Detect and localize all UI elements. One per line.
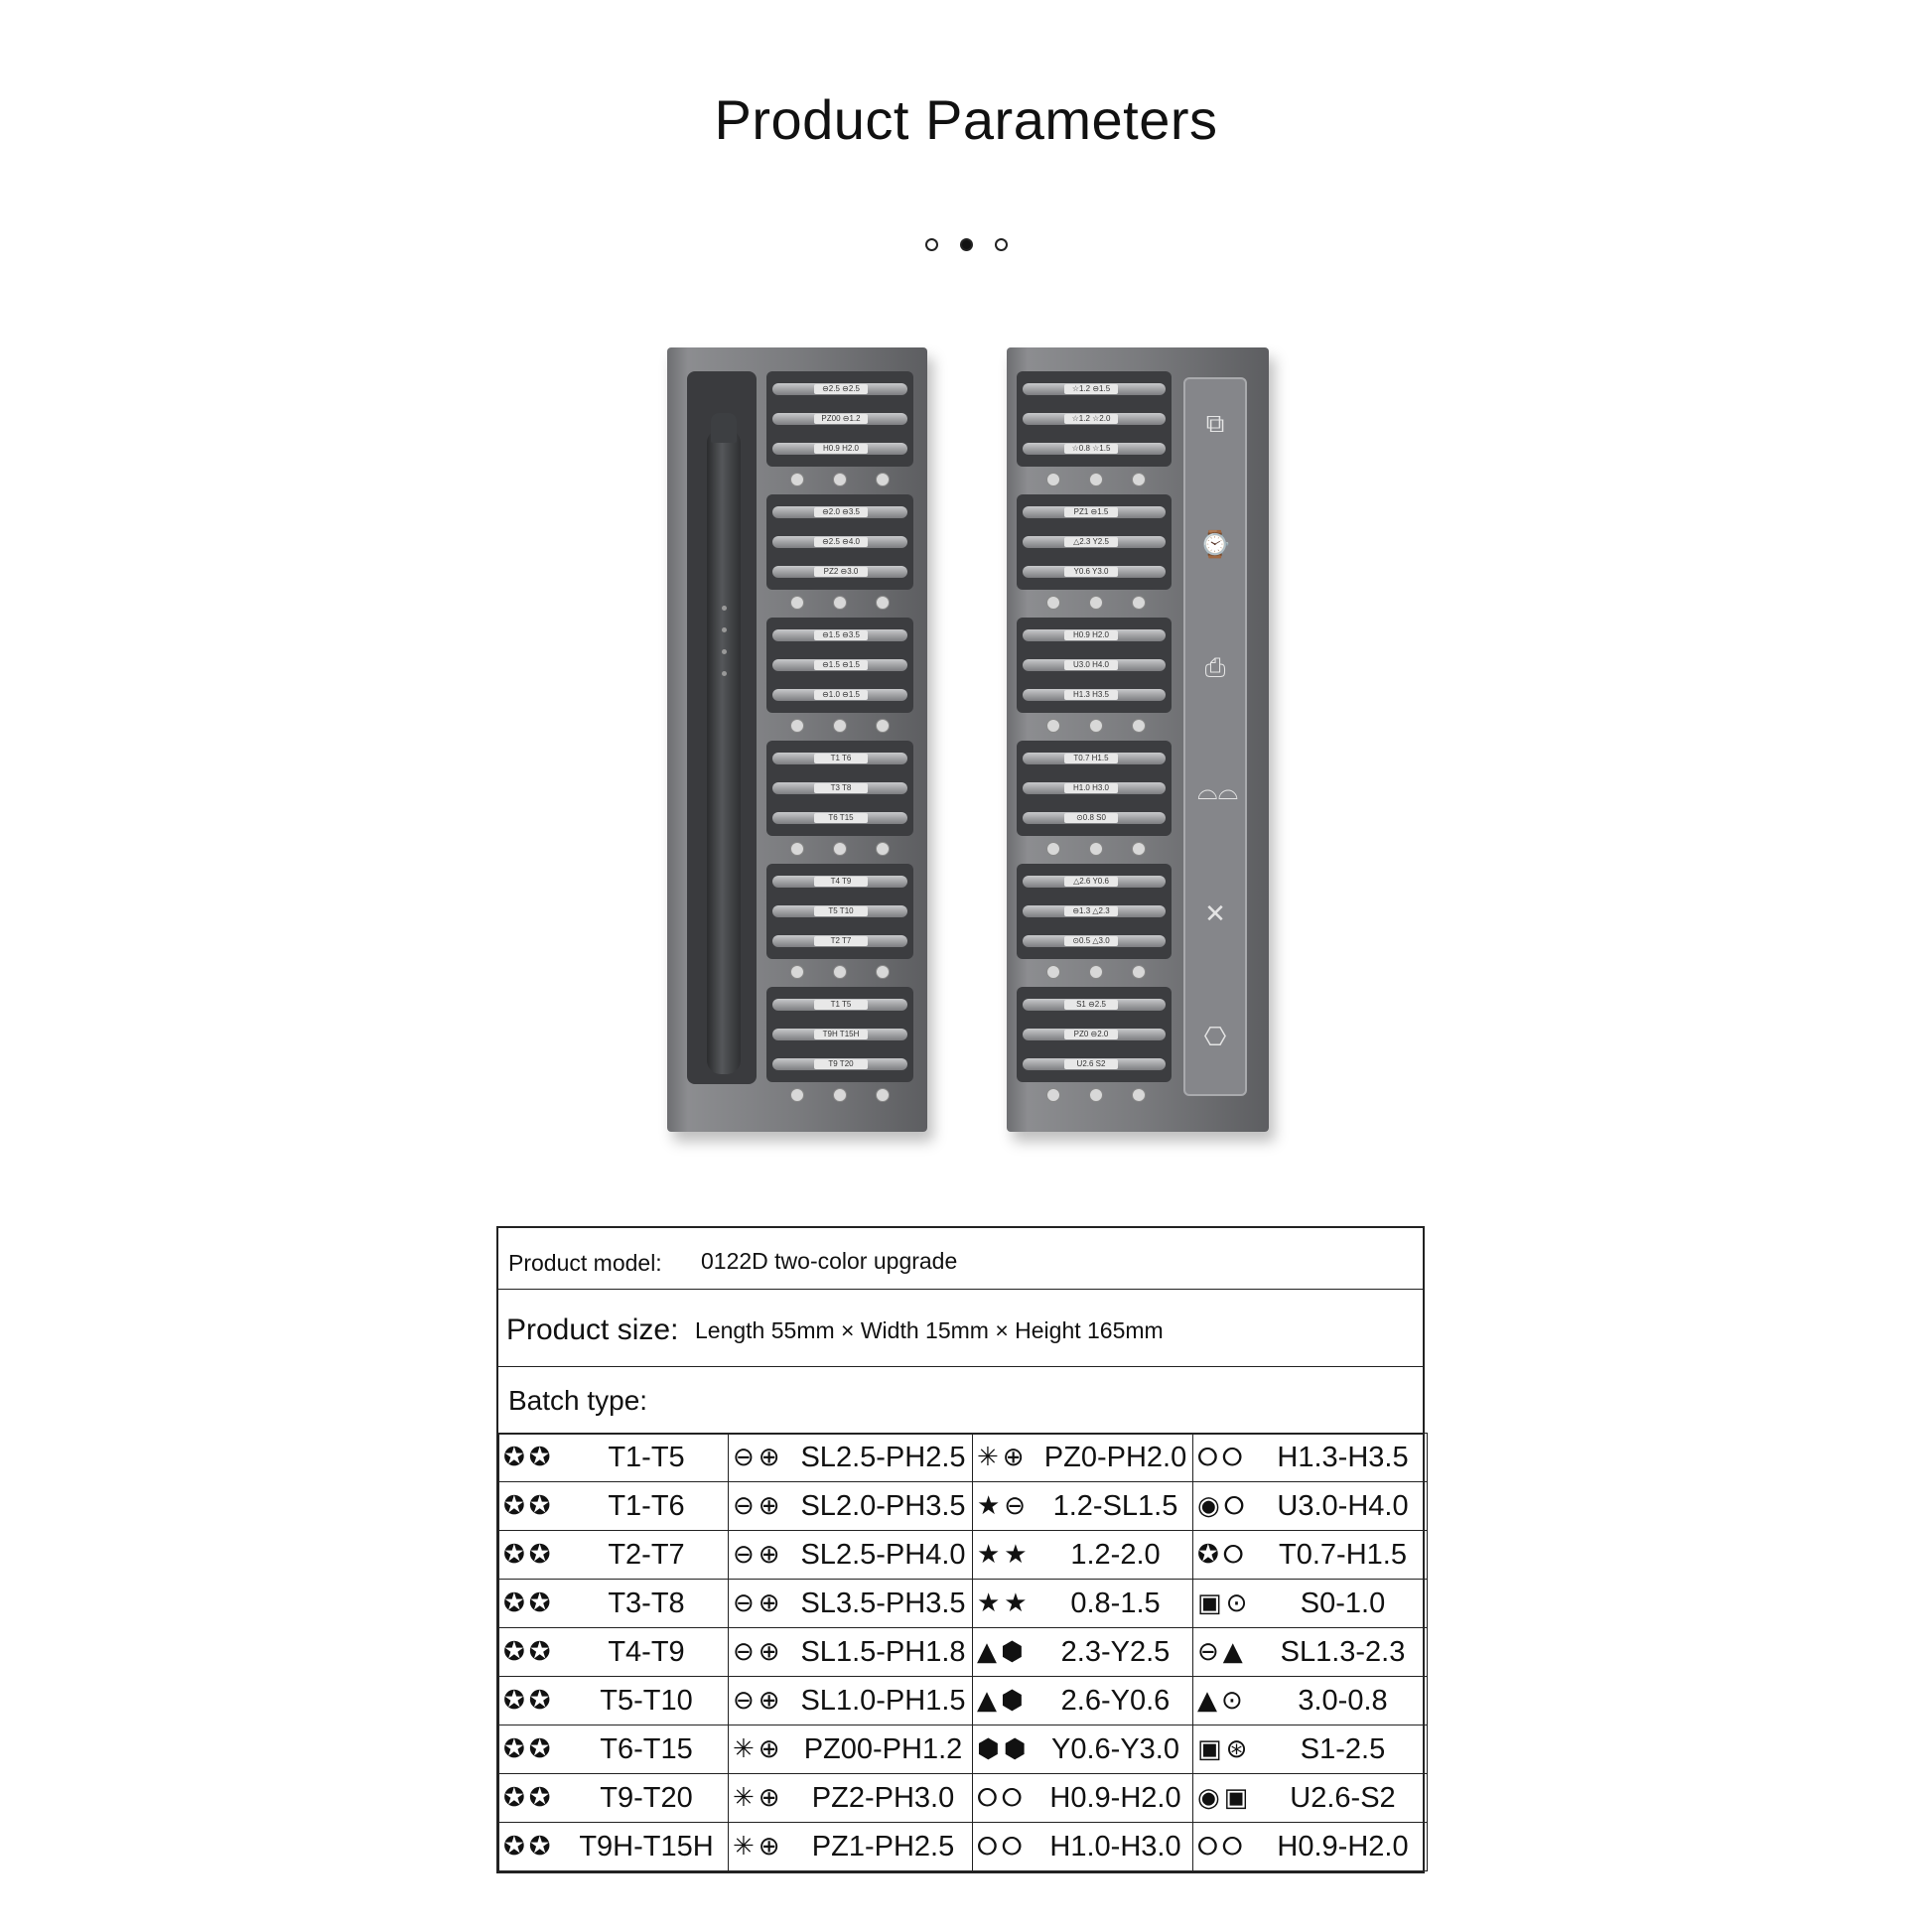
bit-type-icons: ✳⊕ [733, 1783, 784, 1813]
bit-type-icons: ⭘⭘ [977, 1782, 1027, 1813]
bit-size-code: T0.7-H1.5 [1279, 1538, 1407, 1571]
spec-table [496, 1226, 1425, 1435]
bit-label: U3.0 H4.0 [1064, 660, 1118, 670]
bit-type-icons: ◉▣ [1197, 1783, 1253, 1813]
bit [772, 876, 907, 888]
bit-size-code: PZ0-PH2.0 [1043, 1441, 1187, 1473]
bit-type-icons: ✳⊕ [977, 1443, 1029, 1472]
bit-tip [790, 596, 804, 610]
glasses-icon: ⌓⌓ [1197, 775, 1239, 805]
bit-tip-row [776, 963, 903, 981]
bit-tip [1132, 596, 1146, 610]
bit-size-code: T1-T6 [608, 1489, 685, 1522]
bit-label: T1 T5 [814, 1000, 868, 1010]
bit-label: PZ2 ⊖3.0 [814, 567, 868, 577]
bit-tip [790, 965, 804, 979]
bit-label: T5 T10 [814, 906, 868, 916]
bit [772, 413, 907, 425]
bit-tip [833, 596, 847, 610]
bit [772, 812, 907, 824]
bit-label: ⊖1.3 △2.3 [1064, 906, 1118, 916]
batch-row [499, 1774, 1428, 1823]
batch-cell [499, 1580, 729, 1628]
bit-type-icons: ⊖⊕ [733, 1686, 784, 1716]
bit-tip [876, 719, 890, 733]
bit-tip-row [1033, 717, 1160, 735]
bit-label: ⊙0.8 S0 [1064, 813, 1118, 823]
bit-size-code: H1.3-H3.5 [1277, 1441, 1409, 1473]
bit-size-code: 2.6-Y0.6 [1060, 1684, 1171, 1717]
batch-cell [973, 1774, 1193, 1823]
bit [1023, 1058, 1166, 1070]
bit [1023, 506, 1166, 518]
batch-cell [499, 1482, 729, 1531]
bit-label: T1 T6 [814, 754, 868, 763]
spec-row-size [498, 1290, 1423, 1367]
bit-label: ☆0.8 ☆1.5 [1064, 444, 1118, 454]
batch-cell [729, 1725, 973, 1774]
bit-tip [1089, 473, 1103, 486]
bit-tip [1132, 1088, 1146, 1102]
bit-size-code: T3-T8 [608, 1587, 685, 1619]
bit-size-code: 1.2-2.0 [1070, 1538, 1161, 1571]
bit-size-code: H0.9-H2.0 [1049, 1781, 1181, 1814]
bit-size-code: 1.2-SL1.5 [1052, 1489, 1178, 1522]
bit-label: H1.3 H3.5 [1064, 690, 1118, 700]
bit-bay [1017, 864, 1172, 959]
bit-label: PZ1 ⊖1.5 [1064, 507, 1118, 517]
batch-cell [499, 1725, 729, 1774]
bit-size-code: Y0.6-Y3.0 [1051, 1732, 1179, 1765]
bit-tip [833, 842, 847, 856]
bit-tip [876, 596, 890, 610]
bit-tip [833, 719, 847, 733]
bit-bay [766, 864, 913, 959]
bit-label: T4 T9 [814, 877, 868, 887]
bit [1023, 753, 1166, 764]
batch-cell [973, 1434, 1193, 1482]
batch-cell [499, 1434, 729, 1482]
bit-type-icons: ⊖⊕ [733, 1637, 784, 1667]
bit-tip [1132, 473, 1146, 486]
bit-tip-row [1033, 963, 1160, 981]
bit-type-icons: ★⊖ [977, 1491, 1031, 1521]
bit-type-icons: ▲⬢ [977, 1686, 1028, 1716]
bit-label: PZ00 ⊖1.2 [814, 414, 868, 424]
bit-label: △2.6 Y0.6 [1064, 877, 1118, 887]
bit-size-code: PZ00-PH1.2 [803, 1732, 963, 1765]
bit-size-code: U3.0-H4.0 [1277, 1489, 1409, 1522]
bit [1023, 689, 1166, 701]
bit-size-code: U2.6-S2 [1290, 1781, 1396, 1814]
bit-type-icons: ⊖▲ [1197, 1637, 1247, 1667]
bit-type-icons: ⊖⊕ [733, 1443, 784, 1472]
bit-tip [1132, 842, 1146, 856]
bit-label: T9H T15H [814, 1030, 868, 1039]
bit-size-code: PZ2-PH3.0 [811, 1781, 955, 1814]
bit-size-code: T1-T5 [608, 1441, 685, 1473]
bit [772, 689, 907, 701]
bit-type-icons: ▲⬢ [977, 1637, 1028, 1667]
bit-tip [876, 965, 890, 979]
batch-cell [973, 1482, 1193, 1531]
batch-cell [973, 1677, 1193, 1725]
batch-cell [1193, 1628, 1428, 1677]
bit-label: PZ0 ⊖2.0 [1064, 1030, 1118, 1039]
bit-type-icons: ✪✪ [503, 1734, 555, 1764]
bit-type-icons: ▣⊙ [1197, 1588, 1252, 1618]
size-label: Product size: [506, 1313, 679, 1346]
bit-size-code: S0-1.0 [1300, 1587, 1386, 1619]
batch-cell [499, 1628, 729, 1677]
batch-cell [1193, 1725, 1428, 1774]
page-title: Product Parameters [714, 88, 1218, 151]
batch-label: Batch type: [508, 1385, 648, 1416]
bit-type-icons: ✪✪ [503, 1540, 555, 1570]
bit [1023, 659, 1166, 671]
bit-tip [833, 473, 847, 486]
bit-type-icons: ✳⊕ [733, 1734, 784, 1764]
bit-tip-row [776, 1086, 903, 1104]
bit-bay [1017, 494, 1172, 590]
bit-type-icons: ▣⊛ [1197, 1734, 1252, 1764]
batch-row [499, 1580, 1428, 1628]
bit-bay [766, 618, 913, 713]
bit-size-code: 3.0-0.8 [1298, 1684, 1388, 1717]
bit-size-code: SL1.3-2.3 [1280, 1635, 1406, 1668]
bit [1023, 812, 1166, 824]
batch-row [499, 1434, 1428, 1482]
bit-type-icons: ✪✪ [503, 1686, 555, 1716]
bit-label: ⊖1.5 ⊖3.5 [814, 630, 868, 640]
bit-tip [876, 842, 890, 856]
bit-type-icons: ✳⊕ [733, 1832, 784, 1862]
batch-cell [973, 1628, 1193, 1677]
batch-cell [499, 1774, 729, 1823]
bit [772, 905, 907, 917]
carousel-dot-1[interactable] [925, 238, 938, 251]
bit-type-icons: ✪⭘ [1197, 1539, 1248, 1570]
bit [1023, 782, 1166, 794]
bit-tip [1132, 965, 1146, 979]
bit-type-icons: ⭘⭘ [977, 1831, 1027, 1862]
devices-icon: ⧉ [1205, 408, 1225, 438]
bit [772, 753, 907, 764]
bit-label: T3 T8 [814, 783, 868, 793]
bit [772, 506, 907, 518]
batch-row [499, 1677, 1428, 1725]
bit-label: ⊖1.0 ⊖1.5 [814, 690, 868, 700]
spec-row-batch [498, 1367, 1423, 1433]
bit-type-icons: ⊖⊕ [733, 1588, 784, 1618]
bit-bay [766, 371, 913, 467]
product-photo-right-case [1007, 347, 1269, 1132]
batch-cell [1193, 1823, 1428, 1871]
bit-bay [766, 741, 913, 836]
bit-type-icons: ✪✪ [503, 1491, 555, 1521]
drone-icon: ✕ [1204, 898, 1226, 928]
bit-type-icons: ✪✪ [503, 1443, 555, 1472]
bit-type-icons: ✪✪ [503, 1783, 555, 1813]
bit-tip [1132, 719, 1146, 733]
bit-type-icons: ⊖⊕ [733, 1491, 784, 1521]
batch-cell [729, 1774, 973, 1823]
bit [1023, 536, 1166, 548]
bit-type-icons: ⊖⊕ [733, 1540, 784, 1570]
bit-tip [790, 473, 804, 486]
bit-size-code: SL1.0-PH1.5 [800, 1684, 966, 1717]
bit-tip [876, 473, 890, 486]
bit-label: T0.7 H1.5 [1064, 754, 1118, 763]
bit-size-code: SL2.5-PH2.5 [800, 1441, 966, 1473]
batch-cell [973, 1725, 1193, 1774]
bit [1023, 629, 1166, 641]
bit-tip [1046, 719, 1060, 733]
bit [772, 629, 907, 641]
bit-tip-row [1033, 1086, 1160, 1104]
bit-type-icons: ▲⊙ [1197, 1686, 1247, 1716]
batch-cell [729, 1580, 973, 1628]
batch-cell [729, 1482, 973, 1531]
bit-label: T2 T7 [814, 936, 868, 946]
batch-row [499, 1628, 1428, 1677]
batch-cell [729, 1677, 973, 1725]
batch-cell [973, 1531, 1193, 1580]
bit-size-code: S1-2.5 [1300, 1732, 1386, 1765]
bit-tip-row [1033, 471, 1160, 488]
bit [1023, 999, 1166, 1011]
bit-label: ⊖1.5 ⊖1.5 [814, 660, 868, 670]
bit-tip [1089, 1088, 1103, 1102]
bit-size-code: PZ1-PH2.5 [811, 1830, 955, 1863]
bit [772, 1058, 907, 1070]
bit [772, 1029, 907, 1040]
bit-label: T6 T15 [814, 813, 868, 823]
batch-cell [973, 1580, 1193, 1628]
model-value: 0122D two-color upgrade [701, 1248, 958, 1274]
bit-tip [1089, 596, 1103, 610]
bit [1023, 876, 1166, 888]
batch-cell [499, 1531, 729, 1580]
bit-tip [1089, 842, 1103, 856]
batch-cell [1193, 1531, 1428, 1580]
bit-tip-row [1033, 840, 1160, 858]
batch-cell [499, 1823, 729, 1871]
batch-cell [729, 1531, 973, 1580]
batch-cell [1193, 1434, 1428, 1482]
bit-tip [833, 1088, 847, 1102]
bit-tip-row [776, 717, 903, 735]
batch-row [499, 1725, 1428, 1774]
bit-tip [1046, 842, 1060, 856]
bit-label: ⊙0.5 △3.0 [1064, 936, 1118, 946]
bit-tip [1046, 473, 1060, 486]
camera-icon: ⎙ [1204, 652, 1226, 682]
batch-cell [1193, 1677, 1428, 1725]
batch-row [499, 1531, 1428, 1580]
bit-type-icons: ★★ [977, 1588, 1032, 1618]
bit [1023, 413, 1166, 425]
watch-icon: ⌚ [1198, 529, 1232, 559]
bit-tip [1046, 1088, 1060, 1102]
batch-cell [729, 1628, 973, 1677]
bit [772, 383, 907, 395]
bit [772, 935, 907, 947]
bit-bay [1017, 987, 1172, 1082]
batch-cell [973, 1823, 1193, 1871]
screwdriver-handle [707, 429, 741, 1074]
bit-bay [766, 987, 913, 1082]
bit-size-code: SL2.5-PH4.0 [800, 1538, 966, 1571]
bit-label: ☆1.2 ⊖1.5 [1064, 384, 1118, 394]
bit-bay [1017, 741, 1172, 836]
bit [772, 659, 907, 671]
bit-tip [790, 1088, 804, 1102]
bit-label: H0.9 H2.0 [1064, 630, 1118, 640]
batch-type-table [496, 1433, 1425, 1873]
bit [772, 999, 907, 1011]
bit-label: H0.9 H2.0 [814, 444, 868, 454]
bit-label: T9 T20 [814, 1059, 868, 1069]
carousel-dot-2-active[interactable] [960, 238, 973, 251]
bit-tip [876, 1088, 890, 1102]
batch-cell [729, 1434, 973, 1482]
bit [772, 536, 907, 548]
bit-tip [1089, 719, 1103, 733]
bit-size-code: SL1.5-PH1.8 [800, 1635, 966, 1668]
carousel-indicator[interactable] [0, 238, 1932, 251]
bit [1023, 443, 1166, 455]
bit [1023, 935, 1166, 947]
bit-tip [1046, 965, 1060, 979]
bit-bay [1017, 371, 1172, 467]
bit-label: ⊖2.5 ⊖4.0 [814, 537, 868, 547]
batch-cell [729, 1823, 973, 1871]
bit-label: Y0.6 Y3.0 [1064, 567, 1118, 577]
bit [1023, 566, 1166, 578]
bit-label: ⊖2.5 ⊖2.5 [814, 384, 868, 394]
bit-bay [766, 494, 913, 590]
bit-size-code: H0.9-H2.0 [1277, 1830, 1409, 1863]
spec-row-model [498, 1228, 1423, 1290]
bit-type-icons: ◉⭘ [1197, 1490, 1249, 1521]
bit-label: U2.6 S2 [1064, 1059, 1118, 1069]
bit [1023, 383, 1166, 395]
model-label: Product model: [508, 1250, 662, 1276]
device-icons-panel [1183, 377, 1247, 1096]
bit-size-code: H1.0-H3.0 [1049, 1830, 1181, 1863]
bit-type-icons: ✪✪ [503, 1588, 555, 1618]
bit-type-icons: ✪✪ [503, 1832, 555, 1862]
bit-tip-row [776, 471, 903, 488]
bit [1023, 905, 1166, 917]
bit-type-icons: ⬢⬢ [977, 1734, 1031, 1764]
bit-size-code: T4-T9 [608, 1635, 685, 1668]
bit-size-code: 2.3-Y2.5 [1060, 1635, 1171, 1668]
gamepad-icon: ⎔ [1203, 1022, 1227, 1051]
bit [772, 782, 907, 794]
bit-tip [790, 719, 804, 733]
bit-size-code: T9H-T15H [579, 1830, 714, 1863]
batch-cell [1193, 1580, 1428, 1628]
batch-row [499, 1823, 1428, 1871]
batch-cell [1193, 1774, 1428, 1823]
bit [772, 443, 907, 455]
bit-size-code: T5-T10 [600, 1684, 693, 1717]
bit-label: ☆1.2 ☆2.0 [1064, 414, 1118, 424]
bit-size-code: T6-T15 [600, 1732, 693, 1765]
bit-size-code: T2-T7 [608, 1538, 685, 1571]
bit-tip-row [776, 840, 903, 858]
bit-label: △2.3 Y2.5 [1064, 537, 1118, 547]
bit-type-icons: ✪✪ [503, 1637, 555, 1667]
bit-tip [833, 965, 847, 979]
bit-size-code: 0.8-1.5 [1070, 1587, 1161, 1619]
bit-type-icons: ★★ [977, 1540, 1032, 1570]
bit-tip [1046, 596, 1060, 610]
bit-tip-row [776, 594, 903, 612]
bit-label: H1.0 H3.0 [1064, 783, 1118, 793]
bit [1023, 1029, 1166, 1040]
bit-size-code: T9-T20 [600, 1781, 693, 1814]
bit-type-icons: ⭘⭘ [1197, 1442, 1247, 1472]
batch-row [499, 1482, 1428, 1531]
batch-cell [1193, 1482, 1428, 1531]
product-photo-left-case [667, 347, 927, 1132]
size-value: Length 55mm × Width 15mm × Height 165mm [695, 1317, 1164, 1343]
bit-bay [1017, 618, 1172, 713]
bit [772, 566, 907, 578]
bit-type-icons: ⭘⭘ [1197, 1831, 1247, 1862]
bit-label: S1 ⊖2.5 [1064, 1000, 1118, 1010]
bit-size-code: SL3.5-PH3.5 [800, 1587, 966, 1619]
carousel-dot-3[interactable] [995, 238, 1008, 251]
bit-tip [1089, 965, 1103, 979]
bit-size-code: SL2.0-PH3.5 [800, 1489, 966, 1522]
bit-label: ⊖2.0 ⊖3.5 [814, 507, 868, 517]
bit-tip [790, 842, 804, 856]
batch-cell [499, 1677, 729, 1725]
bit-tip-row [1033, 594, 1160, 612]
